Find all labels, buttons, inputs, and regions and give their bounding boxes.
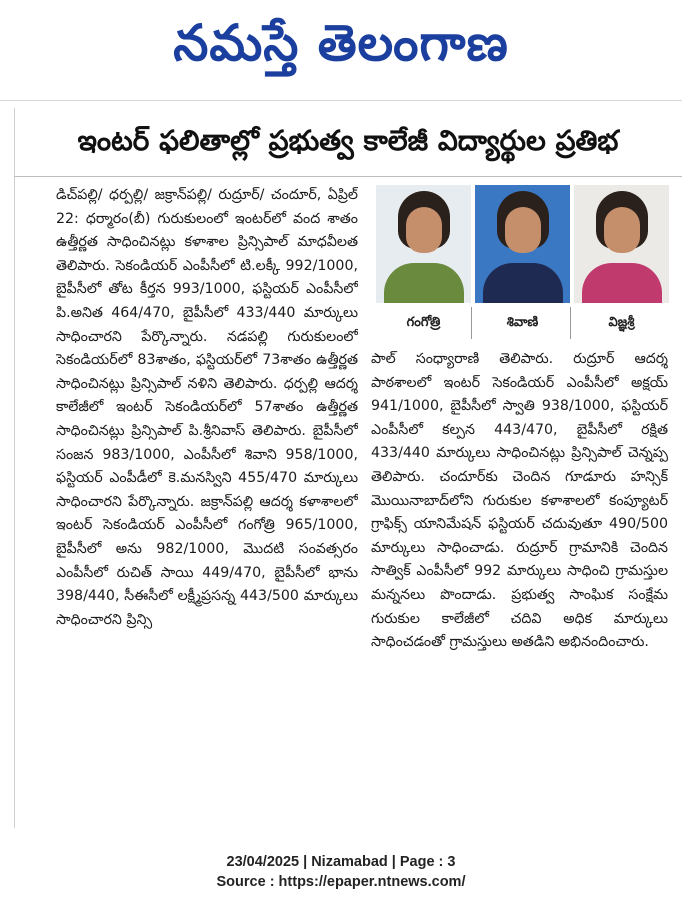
top-divider	[0, 100, 682, 101]
student-photo-vignashri	[574, 185, 669, 303]
article-body-right-column: పాల్ సంధ్యారాణి తెలిపారు. రుద్రూర్ ఆదర్శ పాఠశాలలో ఇంటర్ సెకండియర్ ఎంపీసీలో అక్షయ్ 941/1000, బైపీసీలో స్వాతి 938/1000, ఫస్టియర్ ఎంపీసీలో కల్పన 443/470, బైపీసీలో రక్షిత 433/440 మార్కులు సాధించినట్లు ప్రిన్సిపాల్ చెన్నప్ప తెలిపారు. చందూర్‌కు చెందిన గూడూరు హన్సిక్ మొయినాబాద్‌లోని గురుకుల కళాశాలలో కంప్యూటర్ గ్రాఫిక్స్ యానిమేషన్ ఫస్టియర్ చదువుతూ 490/500 మార్కులు సాధించాడు. రుద్రూర్ గ్రామానికి చెందిన సాత్విక్ ఎంపీసీలో 992 మార్కులు సాధించి గ్రామస్తుల మన్ననలు పొందాడు. ప్రభుత్వ సాంఘిక సంక్షేమ గురుకుల కాలేజీలో చదివి అధిక మార్కులు సాధించడంతో గ్రామస్తులు అతడిని అభినందించారు.	[371, 351, 668, 651]
headline-divider	[14, 176, 682, 177]
footer-source-link[interactable]: Source : https://epaper.ntnews.com/	[216, 874, 466, 890]
masthead-title: నమస్తే తెలంగాణ	[173, 14, 509, 72]
left-column-rule	[14, 108, 15, 828]
article-headline: ఇంటర్ ఫలితాల్లో ప్రభుత్వ కాలేజీ విద్యార్థుల ప్రతిభ	[77, 124, 619, 157]
article-body-left-column: డిచ్‌పల్లి/ ధర్పల్లి/ జక్రాన్‌పల్లి/ రుద్రూర్/ చందూర్, ఏప్రిల్ 22: ధర్మారం(బీ) గురుకులంలో ఇంటర్‌లో వంద శాతం ఉత్తీర్ణత సాధించినట్లు కళాశాల ప్రిన్సిపాల్ మాధవీలత తెలిపారు. సెకండియర్ ఎంపీసీలో టి.లక్కీ 992/1000, బైపీసీలో తోట కీర్తన 993/1000, ఫస్టియర్ ఎంపీసీలో పి.అనిత 464/470, బైపీసీలో 433/440 మార్కులు సాధించారని పేర్కొన్నారు. నడపల్లి గురుకులంలో సెకండియర్‌లో 83శాతం, ఫస్టియర్‌లో 73శాతం ఉత్తీర్ణత సాధించినట్లు ప్రిన్సిపాల్ నళిని తెలిపారు. ధర్పల్లి ఆదర్శ కాలేజీలో ఇంటర్ సెకండియర్‌లో 57శాతం ఉత్తీర్ణత సాధించినట్లు ప్రిన్సిపాల్ పి.శ్రీనివాస్ తెలిపారు. బైపీసీలో సంజన 983/1000, ఎంపీసీలో శివాని 958/1000, ఫస్టియర్ ఎంపీడీలో కె.మనస్విని 455/470 మార్కులు సాధించారని పేర్కొన్నారు. జక్రాన్‌పల్లి ఆదర్శ కళాశాలలో ఇంటర్ సెకండియర్ ఎంపీసీలో గంగోత్రి 965/1000, బైపీసీలో అను 982/1000, మొదటి సంవత్సరం ఎంపీసీలో రుచిత్ సాయి 449/470, బైపీసీలో భాను 398/440, సీఈసీలో లక్ష్మీప్రసన్న 443/500 మార్కులు సాధించారని ప్రిన్సి	[56, 187, 358, 628]
student-photo-shivani	[475, 185, 570, 303]
photo-caption: విజ్ఞశ్రీ	[608, 315, 635, 330]
photo-caption: శివాణి	[475, 307, 571, 339]
source-footer	[0, 852, 682, 892]
student-photo-gangothri	[376, 185, 471, 303]
footer-date-edition-page: 23/04/2025 | Nizamabad | Page : 3	[226, 854, 456, 870]
photo-caption: గంగోత్రి	[376, 307, 472, 339]
student-photo-strip	[376, 185, 673, 345]
